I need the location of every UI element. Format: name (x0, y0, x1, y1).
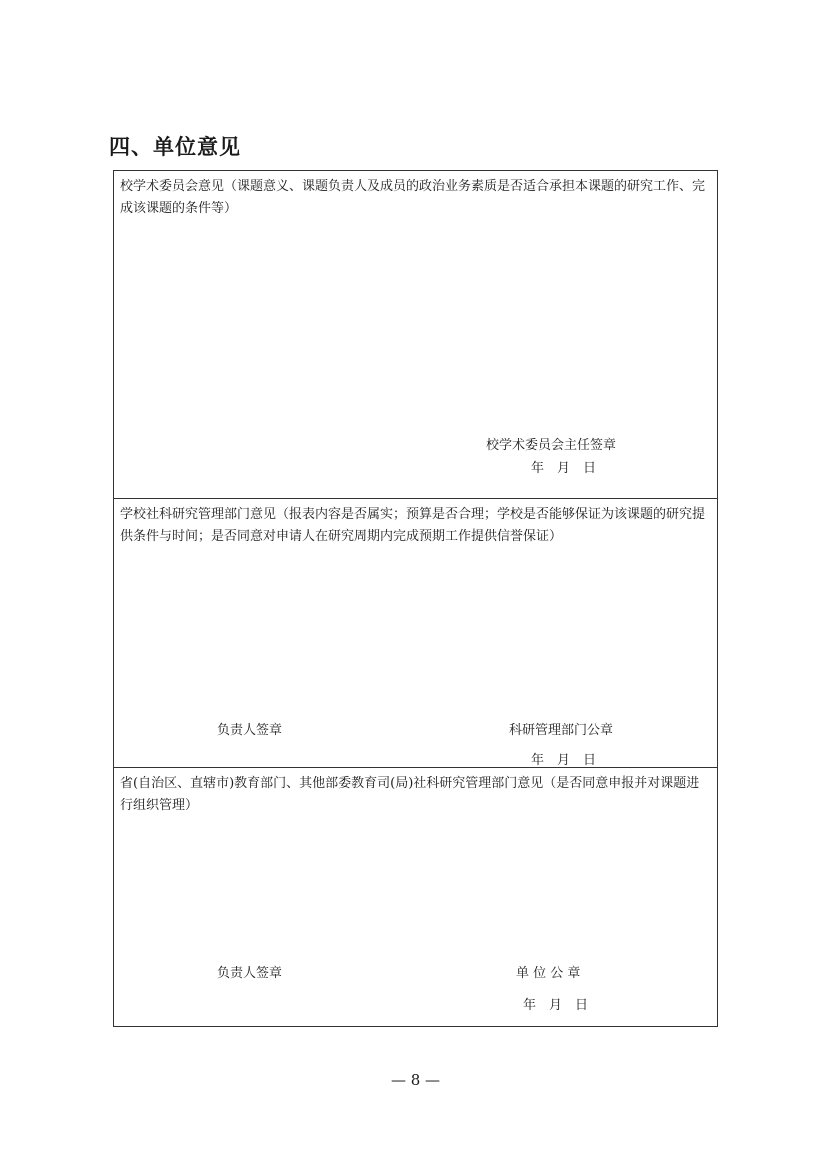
research-dept-prompt: 学校社科研究管理部门意见（报表内容是否属实；预算是否合理；学校是否能够保证为该课题的研究提供条件与时间；是否同意对申请人在研究周期内完成预期工作提供信誉保证） (120, 507, 706, 544)
provincial-date-label: 年 月 日 (523, 998, 589, 1013)
provincial-dept-cell (114, 768, 717, 1026)
opinion-form (113, 170, 718, 1027)
provincial-person-signature-label: 负责人签章 (217, 966, 283, 981)
academic-committee-prompt: 校学术委员会意见（课题意义、课题负责人及成员的政治业务素质是否适合承担本课题的研究工作、完成该课题的条件等） (120, 179, 706, 216)
committee-date-label: 年 月 日 (531, 461, 597, 476)
research-dept-cell (114, 499, 717, 768)
research-dept-person-signature-label: 负责人签章 (217, 723, 283, 738)
provincial-dept-prompt: 省(自治区、直辖市)教育部门、其他部委教育司(局)社科研究管理部门意见（是否同意申报并对课题进行组织管理） (120, 776, 700, 813)
provincial-unit-seal-label: 单 位 公 章 (516, 966, 581, 981)
section-title: 四、单位意见 (109, 134, 241, 159)
research-dept-date-label: 年 月 日 (531, 753, 597, 768)
academic-committee-cell (114, 171, 717, 499)
committee-chair-signature-label: 校学术委员会主任签章 (486, 438, 617, 453)
page-number: — 8 — (390, 1071, 441, 1089)
research-dept-seal-label: 科研管理部门公章 (509, 723, 614, 738)
